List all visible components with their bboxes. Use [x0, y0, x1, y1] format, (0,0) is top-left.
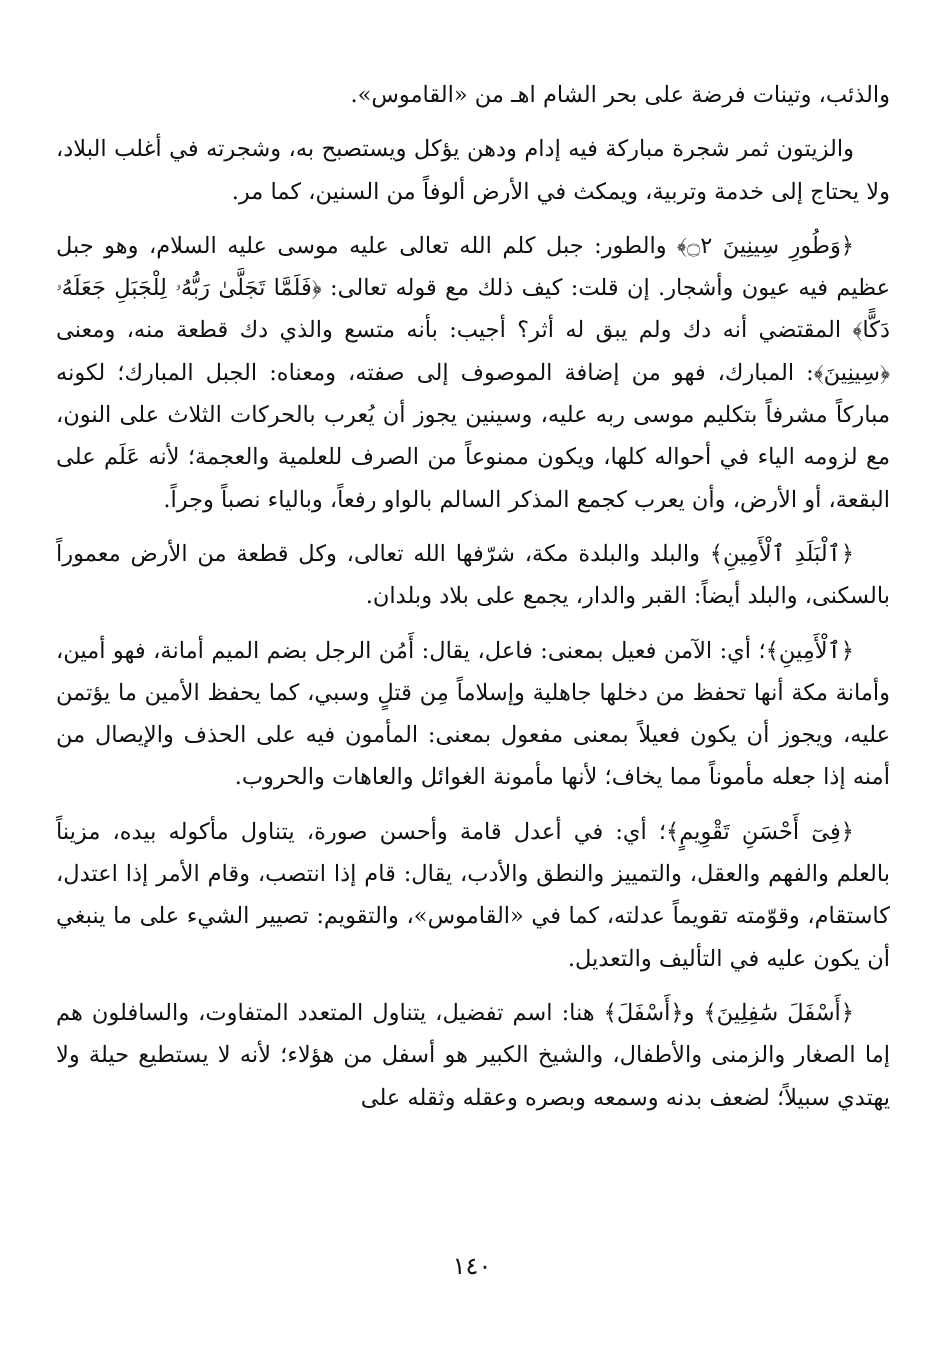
page-number: ١٤٠	[452, 1252, 492, 1280]
page-body	[56, 74, 890, 1131]
paragraph-3: ﴿وَطُورِ سِينِينَ ۝٢﴾ والطور: جبل كلم الله تعالى عليه موسى عليه السلام، وهو جبل عظيم فيه عيون وأشجار. إن قلت: كيف ذلك مع قوله تعالى: ﴿فَلَمَّا تَجَلَّىٰ رَبُّهُۥ لِلْجَبَلِ جَعَلَهُۥ دَكًّا﴾ المقتضي أنه دك ولم يبق له أثر؟ أجيب: بأنه متسع والذي دك قطعة منه، ومعنى ﴿سِينِينَ﴾: المبارك، فهو من إضافة الموصوف إلى صفته، ومعناه: الجبل المبارك؛ لكونه مباركاً مشرفاً بتكليم موسى ربه عليه، وسينين يجوز أن يُعرب بالحركات الثلاث على النون، مع لزومه الياء في أحواله كلها، ويكون ممنوعاً من الصرف للعلمية والعجمة؛ لأنه عَلَم على البقعة، أو الأرض، وأن يعرب كجمع المذكر السالم بالواو رفعاً، وبالياء نصباً وجراً.	[56, 232, 890, 513]
paragraph-5: ﴿ٱلْأَمِينِ﴾؛ أي: الآمن فعيل بمعنى: فاعل، يقال: أَمُن الرجل بضم الميم أمانة، فهو أمين، وأمانة مكة أنها تحفظ من دخلها جاهلية وإسلاماً مِن قتلٍ وسبي، كما يحفظ الأمين ما يؤتمن عليه، ويجوز أن يكون فعيلاً بمعنى مفعول بمعنى: المأمون فيه على الحذف والإيصال من أمنه إذا جعله مأموناً مما يخاف؛ لأنها مأمونة الغوائل والعاهات والحروب.	[56, 637, 890, 791]
paragraph-2: والزيتون ثمر شجرة مباركة فيه إدام ودهن يؤكل ويستصبح به، وشجرته في أغلب البلاد، ولا يحتاج إلى خدمة وتربية، ويمكث في الأرض ألوفاً من السنين، كما مر.	[56, 136, 890, 205]
paragraph-7: ﴿أَسْفَلَ سَٰفِلِينَ﴾ و﴿أَسْفَلَ﴾ هنا: اسم تفضيل، يتناول المتعدد المتفاوت، والسافلون هم إما الصغار والزمنى والأطفال، والشيخ الكبير هو أسفل من هؤلاء؛ لأنه لا يستطيع حيلة ولا يهتدي سبيلاً؛ لضعف بدنه وسمعه وبصره وعقله وثقله على	[56, 999, 890, 1111]
paragraph-1: والذئب، وتينات فرضة على بحر الشام اهـ من «القاموس».	[350, 82, 890, 108]
paragraph-4: ﴿ٱلْبَلَدِ ٱلْأَمِينِ﴾ والبلد والبلدة مكة، شرّفها الله تعالى، وكل قطعة من الأرض معموراً بالسكنى، والبلد أيضاً: القبر والدار، يجمع على بلاد وبلدان.	[56, 540, 890, 610]
paragraph-6: ﴿فِىٓ أَحْسَنِ تَقْوِيمٍ﴾؛ أي: في أعدل قامة وأحسن صورة، يتناول مأكوله بيده، مزيناً بالعلم والفهم والعقل، والتمييز والنطق والأدب، يقال: قام إذا انتصب، وقام الأمر إذا اعتدل، كاستقام، وقوّمته تقويماً عدلته، كما في «القاموس»، والتقويم: تصيير الشيء على ما ينبغي أن يكون عليه في التأليف والتعديل.	[56, 818, 890, 972]
